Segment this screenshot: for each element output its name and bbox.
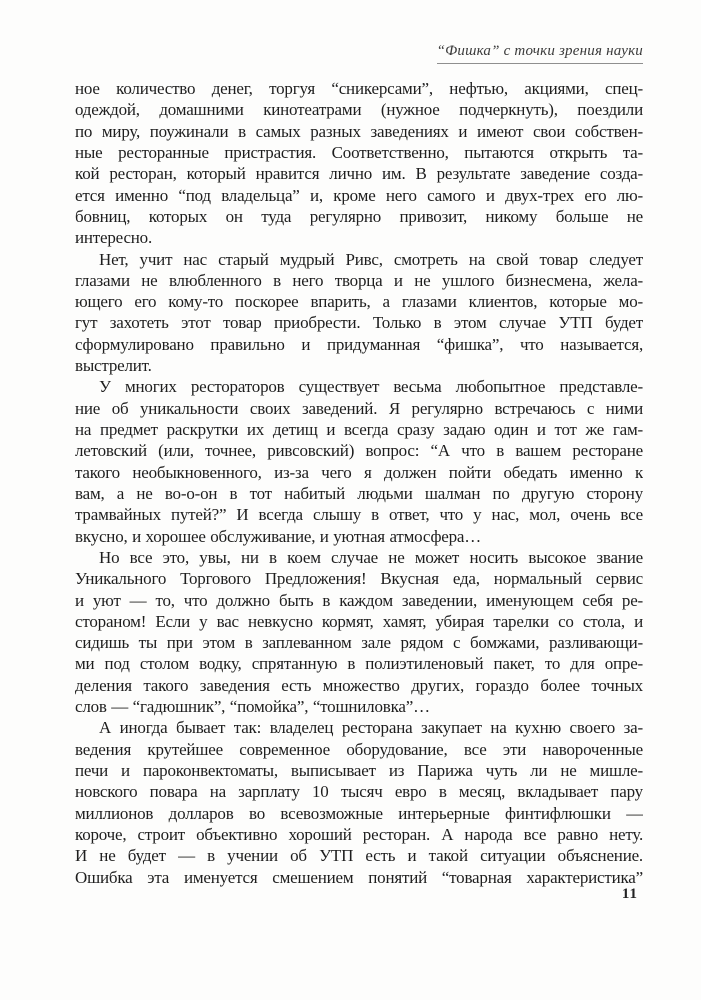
text-line: вкусно, и хорошее обслуживание, и уютная атмосфера… — [75, 526, 482, 546]
text-line: ми под столом водку, спрятанную в полиэтиленовый пакет, то для опре- — [75, 654, 643, 674]
text-line: стораном! Если у вас невкусно кормят, хамят, убирая тарелки со стола, и — [75, 611, 643, 631]
text-line: сидишь ты при этом в заплеванном зале рядом с бомжами, разливающи- — [75, 633, 643, 653]
text-line: Ошибка эта именуется смешением понятий “товарная характеристика” — [75, 867, 643, 887]
text-line: одеждой, домашними кинотеатрами (нужное подчеркнуть), поездили — [75, 100, 643, 120]
text-line: Нет, учит нас старый мудрый Ривс, смотреть на свой товар следует — [99, 249, 643, 269]
text-block — [75, 78, 643, 888]
text-line: вам, а не во-о-он в тот набитый людьми шалман по другую сторону — [75, 483, 643, 503]
text-line: интересно. — [75, 228, 153, 248]
text-line: слов — “гадюшник”, “помойка”, “тошниловка”… — [75, 697, 430, 717]
text-line: миллионов долларов во всевозможные интерьерные финтифлюшки — — [75, 803, 643, 823]
text-line: сформулировано правильно и придуманная “фишка”, что называется, — [75, 334, 643, 354]
text-line: новского повара на зарплату 10 тысяч евро в месяц, вкладывает пару — [75, 782, 643, 802]
text-line: ное количество денег, торгуя “сникерсами”, нефтью, акциями, спец- — [75, 79, 643, 98]
text-line: и уют — то, что должно быть в каждом заведении, именующем себя ре- — [75, 590, 643, 610]
running-head — [437, 42, 643, 64]
text-line: кой ресторан, который нравится лично им. В результате заведение созда- — [75, 164, 643, 184]
paragraph — [75, 376, 643, 547]
text-line: ющего его кому-то поскорее впарить, а глазами клиентов, которые мо- — [75, 292, 643, 312]
paragraph — [75, 717, 643, 888]
text-line: И не будет — в учении об УТП есть и такой ситуации объяснение. — [75, 846, 643, 866]
text-line: ведения крутейшее современное оборудование, все эти навороченные — [75, 739, 643, 759]
text-line: А иногда бывает так: владелец ресторана закупает на кухню своего за- — [99, 718, 643, 738]
text-line: бовниц, которых он туда регулярно привозит, никому больше не — [75, 206, 643, 226]
text-line: Но все это, увы, ни в коем случае не может носить высокое звание — [99, 547, 643, 567]
text-line: печи и пароконвектоматы, выписывает из Парижа чуть ли не мишле- — [75, 761, 643, 780]
paragraph — [75, 547, 643, 718]
text-line: трамвайных путей?” И всегда слышу в ответ, что у нас, мол, очень все — [75, 505, 643, 525]
text-line: выстрелит. — [75, 356, 152, 376]
text-line: гут захотеть этот товар приобрести. Только в этом случае УТП будет — [75, 313, 643, 333]
running-head-title: “Фишка” с точки зрения науки — [437, 43, 643, 64]
text-line: ные ресторанные пристрастия. Соответственно, пытаются открыть та- — [75, 142, 643, 162]
text-line: летовский (или, точнее, ривсовский) вопрос: “А что в вашем ресторане — [75, 441, 643, 461]
text-line: глазами не влюбленного в него творца и не ушлого бизнесмена, жела- — [75, 270, 643, 290]
text-line: короче, строит объективно хороший ресторан. А народа все равно нету. — [75, 824, 643, 844]
text-line: такого необыкновенного, из-за чего я должен пойти обедать именно к — [75, 462, 643, 482]
paragraph — [75, 78, 643, 249]
text-line: ется именно “под владельца” и, кроме него самого и двух-трех его лю- — [75, 185, 643, 205]
text-line: по миру, поужинали в самых разных заведениях и имеют свои собствен- — [75, 121, 643, 141]
text-line: ние об уникальности своих заведений. Я регулярно встречаюсь с ними — [75, 398, 643, 418]
text-line: У многих рестораторов существует весьма любопытное представле- — [99, 377, 643, 397]
text-line: на предмет раскрутки их детищ и всегда сразу задаю один и тот же гам- — [75, 420, 643, 439]
text-line: Уникального Торгового Предложения! Вкусная еда, нормальный сервис — [75, 569, 643, 589]
text-line: деления такого заведения есть множество других, гораздо более точных — [75, 675, 643, 695]
paragraph — [75, 249, 643, 377]
page-number: 11 — [621, 886, 638, 902]
